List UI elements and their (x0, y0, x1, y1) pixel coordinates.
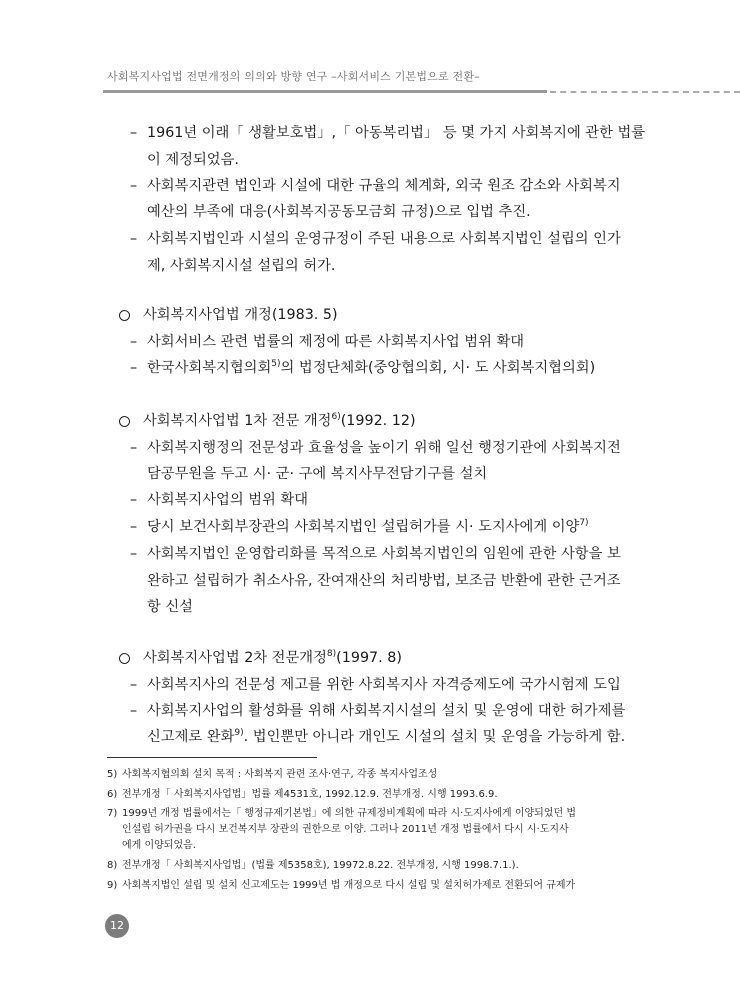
bullet-dash: – (130, 546, 138, 562)
list-item: 사회복지사업의 범위 확대 (147, 492, 309, 508)
footnote-text: 1999년 개정 법률에서는「 행정규제기본법」에 의한 규제정비계획에 따라 시·도지사에게 이양되었던 법 (122, 808, 576, 819)
bullet-dash: – (130, 178, 138, 194)
list-item: 사회서비스 관련 법률의 제정에 따른 사회복지사업 범위 확대 (147, 334, 525, 350)
footnote-text: 사회복지협의회 설치 목적 : 사회복지 관련 조사·연구, 각종 복지사업조성 (122, 769, 438, 780)
list-item-cont: 완하고 설립허가 취소사유, 잔여재산의 처리방법, 보조금 반환에 관한 근거조 (147, 573, 621, 589)
list-item: 사회복지법인 운영합리화를 목적으로 사회복지법인의 임원에 관한 사항을 보 (147, 546, 621, 562)
footnote-number: 8) (107, 860, 118, 871)
header-rule-dashed (550, 91, 740, 93)
footnote-text: 사회복지법인 설립 및 설치 신고제도는 1999년 법 개정으로 다시 설립 및 설치허가제로 전환되어 규제가 (122, 880, 576, 891)
list-item-cont: 항 신설 (147, 599, 193, 615)
list-item: 사회복지법인과 시설의 운영규정이 주된 내용으로 사회복지법인 설립의 인가 (147, 231, 621, 247)
footnote-number: 7) (107, 808, 118, 819)
footnote-number: 9) (107, 880, 118, 891)
list-item: 한국사회복지협의회$^{5)}$의 법정단체화(중앙협의회, 시· 도 사회복지협의회) (147, 359, 596, 376)
list-item: 당시 보건사회부장관의 사회복지법인 설립허가를 시· 도지사에게 이양$^{7)}$ (147, 518, 589, 535)
footnote-number: 6) (107, 789, 118, 800)
running-head: 사회복지사업법 전면개정의 의의와 방향 연구 –사회서비스 기본법으로 전환– (107, 70, 480, 83)
footnote-ref: 7) (579, 518, 589, 528)
footnote-text: 인설립 허가권을 다시 보건복지부 장관의 권한으로 이양. 그러나 2011년 개정 법률에서 다시 시·도지사 (122, 824, 569, 835)
list-item: 사회복지사의 전문성 제고를 위한 사회복지사 자격증제도에 국가시험제 도입 (147, 677, 621, 693)
bullet-dash: – (130, 440, 138, 456)
bullet-dash: – (130, 492, 138, 508)
section-circle-icon (119, 416, 130, 427)
footnote-number: 5) (107, 769, 118, 780)
footnote-text: 전부개정「 사회복지사업법」(법률 제5358호), 19972.8.22. 전부개정, 시행 1998.7.1.). (122, 860, 519, 871)
bullet-dash: – (130, 360, 138, 376)
section-circle-icon (119, 653, 130, 664)
list-item-cont: 제, 사회복지시설 설립의 허가. (147, 258, 336, 274)
list-item: 1961년 이래「 생활보호법」,「 아동복리법」 등 몇 가지 사회복지에 관한 법률 (147, 125, 646, 141)
footnote-text: 에게 이양되었음. (122, 840, 196, 851)
section-heading: 사회복지사업법 1차 전문 개정$^{6)}$(1992. 12) (143, 412, 416, 429)
footnote-text: 전부개정「 사회복지사업법」법률 제4531호, 1992.12.9. 전부개정. 시행 1993.6.9. (122, 789, 498, 800)
section-circle-icon (119, 310, 130, 321)
bullet-dash: – (130, 125, 138, 141)
bullet-dash: – (130, 334, 138, 350)
list-item: 사회복지행정의 전문성과 효율성을 높이기 위해 일선 행정기관에 사회복지전 (147, 440, 621, 456)
page-number-badge: 12 (105, 914, 129, 938)
list-item-cont: 이 제정되었음. (147, 152, 239, 168)
footnote-divider (107, 757, 317, 758)
list-item: 사회복지사업의 활성화를 위해 사회복지시설의 설치 및 운영에 대한 허가제를 (147, 703, 626, 719)
footnote-ref: 5) (271, 359, 281, 369)
list-item: 사회복지관련 법인과 시설에 대한 규율의 체계화, 외국 원조 감소와 사회복지 (147, 178, 621, 194)
list-item-cont: 담공무원을 두고 시· 군· 구에 복지사무전담기구를 설치 (147, 466, 488, 482)
section-heading: 사회복지사업법 2차 전문개정$^{8)}$(1997. 8) (143, 649, 402, 666)
bullet-dash: – (130, 703, 138, 719)
bullet-dash: – (130, 519, 138, 535)
footnote-ref: 6) (331, 412, 341, 422)
footnote-ref: 8) (326, 649, 337, 659)
list-item-cont: 신고제로 완화$^{9)}$. 법인뿐만 아니라 개인도 시설의 설치 및 운영을 가능하게 함. (147, 728, 626, 745)
header-rule (103, 90, 547, 93)
footnote-ref: 9) (234, 728, 244, 738)
bullet-dash: – (130, 677, 138, 693)
list-item-cont: 예산의 부족에 대응(사회복지공동모금회 규정)으로 입법 추진. (147, 204, 531, 220)
bullet-dash: – (130, 231, 138, 247)
section-heading: 사회복지사업법 개정(1983. 5) (143, 307, 338, 323)
